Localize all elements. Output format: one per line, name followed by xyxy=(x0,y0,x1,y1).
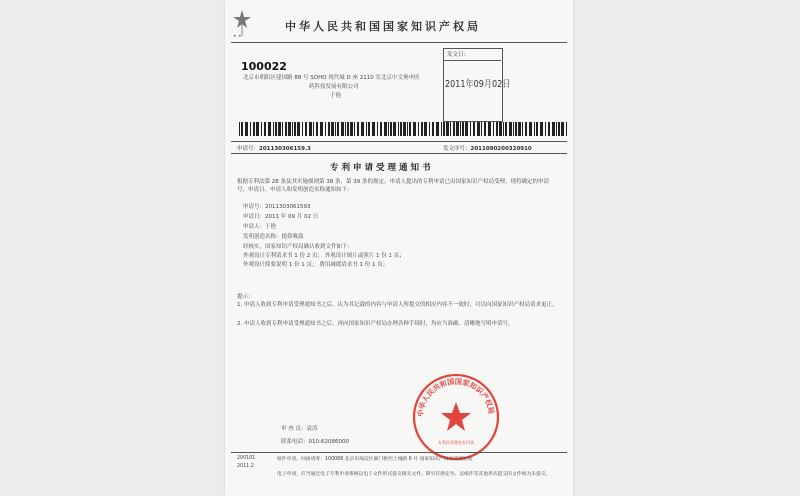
barcode-bar xyxy=(429,122,430,136)
phone-label: 联系电话： xyxy=(281,439,309,445)
header-rule xyxy=(231,42,567,43)
emblem-icon xyxy=(231,8,253,38)
barcode-bar xyxy=(305,122,307,136)
barcode-bar xyxy=(288,122,291,136)
barcode-bar xyxy=(418,122,419,136)
barcode-bar xyxy=(481,122,482,136)
barcode-bar xyxy=(328,122,330,136)
notice-title: 专利申请受理通知书 xyxy=(330,163,434,173)
footer-code1: 200101 xyxy=(237,456,256,461)
barcode-bar xyxy=(366,122,367,136)
barcode-bar xyxy=(313,122,314,136)
barcode-bar xyxy=(294,122,296,136)
barcode-bar xyxy=(443,122,445,136)
barcode-bar xyxy=(561,122,564,136)
recipient-name: 于艳 xyxy=(330,93,342,99)
barcode-bar xyxy=(534,122,535,136)
barcode-bar xyxy=(302,122,303,136)
barcode-bar xyxy=(488,122,491,136)
barcode-bar xyxy=(368,122,370,136)
barcode-bar xyxy=(297,122,300,136)
barcode-bar xyxy=(325,122,326,136)
seal-subtext: 专利局受理处专用章 xyxy=(438,440,474,445)
barcode-bar xyxy=(499,122,502,136)
barcode-bar xyxy=(503,122,504,136)
seal-star-icon xyxy=(441,402,471,431)
address-line1: 北京市朝阳区建国路 88 号 SOHO 现代城 D 座 2110 室北京中文奥申医 xyxy=(243,75,420,81)
barcode-bar xyxy=(320,122,323,136)
issue-date-value: 2011年09月02日 xyxy=(445,79,511,90)
barcode-bar xyxy=(377,122,378,136)
barcode-bar xyxy=(403,122,406,136)
barcode-bar xyxy=(345,122,346,136)
rule-top xyxy=(231,141,567,142)
barcode-bar xyxy=(484,122,486,136)
barcode-bar xyxy=(456,122,459,136)
barcode-bar xyxy=(261,122,262,136)
barcode-bar xyxy=(460,122,461,136)
barcode-bar xyxy=(278,122,281,136)
barcode-bar xyxy=(309,122,312,136)
footer-code2: 2011.2 xyxy=(237,464,254,469)
barcode-bar xyxy=(509,122,512,136)
barcode-bar xyxy=(424,122,427,136)
barcode-bar xyxy=(398,122,399,136)
barcode-horizontal xyxy=(239,122,569,136)
official-seal xyxy=(411,372,501,462)
barcode-bar xyxy=(529,122,532,136)
barcode-bar xyxy=(432,122,434,136)
barcode-bar xyxy=(400,122,402,136)
body-paragraph: 根据专利法第 28 条及其实施细则第 38 条、第 39 条的规定，申请人提出的专利申请已由国家知识产权局受理。现将确定的申请号、申请日、申请人和发明创造名称通知如下： xyxy=(237,179,549,193)
barcode-bar xyxy=(337,122,339,136)
barcode-bar xyxy=(522,122,523,136)
barcode-bar xyxy=(477,122,480,136)
barcode-bar xyxy=(350,122,353,136)
examiner-label: 审 查 员： xyxy=(281,426,307,432)
footer-line1: 纸件申请，回函请寄：100088 北京市海淀区蓟门桥西土城路 6 号 国家知识产权局受理处收 xyxy=(277,457,473,462)
detail-line-5: 经核实，国家知识产权局确认收到文件如下： xyxy=(243,244,354,250)
barcode-bar xyxy=(545,122,546,136)
barcode-bar xyxy=(450,122,451,136)
barcode-bar xyxy=(496,122,498,136)
barcode-bar xyxy=(515,122,517,136)
barcode-bar xyxy=(552,122,555,136)
barcode-bar xyxy=(525,122,527,136)
barcode-bar xyxy=(493,122,494,136)
barcode-bar xyxy=(436,122,439,136)
note-2: 2. 申请人收到专利申请受理通知书之后，再向国家知识产权局办理各种手续时，均应当准确、清晰地写明申请号。 xyxy=(237,321,514,327)
barcode-bar xyxy=(446,122,449,136)
application-no-label: 申请号： xyxy=(237,146,260,152)
notes-heading: 提示： xyxy=(237,294,254,300)
notice-document xyxy=(225,0,573,496)
detail-line-7: 外观设计简要说明 1 份 1 页； 费用减缓请求书 1 份 1 页； xyxy=(243,262,389,268)
barcode-bar xyxy=(245,122,248,136)
barcode-bar xyxy=(441,122,442,136)
barcode-bar xyxy=(409,122,411,136)
barcode-bar xyxy=(253,122,255,136)
barcode-bar xyxy=(347,122,349,136)
address-line2: 药科技发展有限公司 xyxy=(309,84,359,90)
barcode-bar xyxy=(393,122,396,136)
barcode-bar xyxy=(421,122,423,136)
application-no-value: 201130306159.3 xyxy=(259,146,311,152)
barcode-bar xyxy=(453,122,455,136)
barcode-bar xyxy=(285,122,287,136)
barcode-bar xyxy=(470,122,471,136)
barcode-bar xyxy=(556,122,557,136)
barcode-bar xyxy=(273,122,274,136)
svg-text:★ ★: ★ ★ xyxy=(233,33,242,38)
barcode-bar xyxy=(558,122,560,136)
seal-text: 中华人民共和国国家知识产权局 xyxy=(415,376,496,418)
barcode-bar xyxy=(361,122,364,136)
barcode-bar xyxy=(357,122,359,136)
barcode-bar xyxy=(380,122,382,136)
barcode-bar xyxy=(388,122,389,136)
barcode-bar xyxy=(239,122,240,136)
footer-rule xyxy=(231,452,567,453)
barcode-bar xyxy=(241,122,243,136)
barcode-bar xyxy=(264,122,266,136)
barcode-bar xyxy=(250,122,251,136)
barcode-bar xyxy=(407,122,408,136)
rule-bottom xyxy=(231,153,567,154)
serial-value: 2011090200320910 xyxy=(470,146,532,152)
note-1: 1. 申请人收到专利申请受理通知书之后，认为其记载的内容与申请人所提交的相应内容不一致时，可以向国家知识产权局请求更正。 xyxy=(237,302,558,308)
detail-line-1: 申请号：2011303061593 xyxy=(243,204,311,210)
barcode-bar xyxy=(372,122,375,136)
barcode-bar xyxy=(513,122,514,136)
examiner-value: 袁涛 xyxy=(306,426,318,432)
barcode-bar xyxy=(335,122,336,136)
barcode-bar xyxy=(413,122,416,136)
phone-value: 010-62086000 xyxy=(308,439,349,445)
barcode-bar xyxy=(384,122,387,136)
detail-line-3: 申请人：于艳 xyxy=(243,224,277,230)
barcode-bar xyxy=(518,122,521,136)
barcode-bar xyxy=(316,122,318,136)
barcode-bar xyxy=(540,122,543,136)
detail-line-6: 外观设计专利请求书 1 份 2 页； 外观设计图片或照片 1 份 1 页； xyxy=(243,253,405,259)
barcode-bar xyxy=(566,122,567,136)
office-title: 中华人民共和国国家知识产权局 xyxy=(285,20,481,33)
barcode-bar xyxy=(505,122,507,136)
postcode: 100022 xyxy=(241,60,287,73)
barcode-bar xyxy=(354,122,355,136)
barcode-bar xyxy=(275,122,277,136)
barcode-bar xyxy=(268,122,271,136)
barcode-bar xyxy=(256,122,259,136)
barcode-bar xyxy=(462,122,464,136)
footer-line2: 电子申请，应当通过电子专利申请系统以电子文件形式提交相关文件。除另有规定外，以纸件等其他形式提交的文件视为未提交。 xyxy=(277,472,551,477)
detail-line-4: 发明创造名称：提鼻吸鼓 xyxy=(243,234,304,240)
barcode-bar xyxy=(341,122,344,136)
barcode-bar xyxy=(331,122,334,136)
barcode-bar xyxy=(548,122,550,136)
barcode-bar xyxy=(536,122,538,136)
issue-date-label: 发文日： xyxy=(447,52,470,58)
barcode-bar xyxy=(292,122,293,136)
serial-label: 发文序号： xyxy=(443,146,471,152)
barcode-bar xyxy=(282,122,283,136)
barcode-bar xyxy=(390,122,392,136)
barcode-bar xyxy=(465,122,468,136)
barcode-bar xyxy=(473,122,475,136)
detail-line-2: 申请日：2011 年 09 月 02 日 xyxy=(243,214,319,220)
